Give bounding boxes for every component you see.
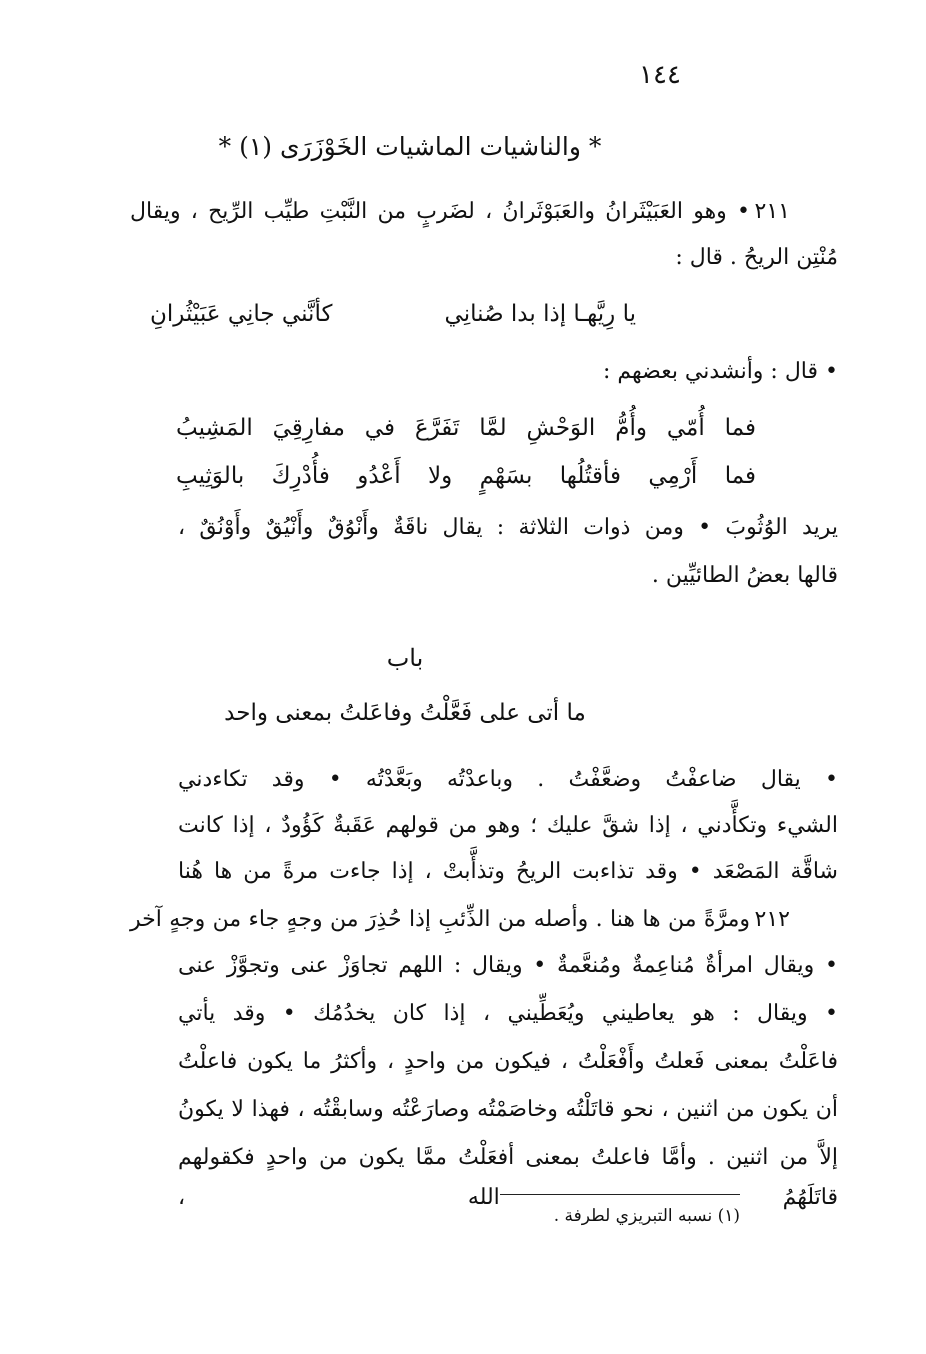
paragraph-212-line-5: أن يكون من اثنين ، نحو قاتَلْتُه وخاصَمْتُه وصارَعْتُه وسابقْتُه ، فهذا لا يكونُ: [178, 1097, 838, 1122]
paragraph-212-line-1: ومرَّةً من ها هنا . وأصله من الذِّئبِ إذا حُذِرَ من وجهٍ جاء من وجهٍ آخر: [130, 907, 750, 932]
verse-1-first-half: يا رِيَّهـا إذا بدا صُنانِي: [444, 301, 636, 327]
section-heading: * والناشيات الماشيات الخَوْزَرَى (١) *: [218, 132, 602, 161]
body-line-1: • يقال ضاعفْتُ وضعَّفْتُ . وباعدْتُه وبَعَّدْتُه • وقد تكاءدني: [178, 767, 838, 792]
chapter-title: باب: [386, 644, 424, 672]
intro-line: • قال : وأنشدني بعضهم :: [602, 359, 838, 384]
body-line-2: الشيء وتكأَّدني ، إذا شقَّ عليك ؛ وهو من قولهم عَقَبةٌ كَؤُودٌ ، إذا كانت: [178, 813, 838, 838]
chapter-subtitle: ما أتى على فَعَّلْتُ وفاعَلتُ بمعنى واحد: [224, 700, 586, 726]
page-number: ١٤٤: [639, 60, 681, 90]
body-line-3: شاقَّة المَصْعَد • وقد تذاءبت الريحُ وتذأَّبتْ ، إذا جاءت مرةً من ها هُنا: [178, 859, 838, 884]
footnote: (١) نسبه التبريزي لطرفة .: [553, 1206, 740, 1226]
footnote-divider: [500, 1194, 740, 1195]
verse-2-line-2: فما أَرْمِي فأقتُلُها بسَهْمٍ ولا أَعْدُو فأُدْرِكَ بالوَثِيبِ: [176, 463, 756, 489]
paragraph-212-line-3: • ويقال : هو يعاطيني ويُعَطِّيني ، إذا كان يخدُمُك • وقد يأتي: [178, 1001, 838, 1026]
paragraph-211-line-1: • وهو العَبَيْثَرانُ والعَبَوْثَرانُ ، لضَربٍ من النَّبْتِ طيِّب الرِّيح ، ويقال: [130, 199, 750, 224]
paragraph-number-211: ٢١١: [754, 199, 790, 224]
paragraph-212-line-2: • ويقال امرأةٌ مُناعِمةٌ ومُنعَّمةٌ • ويقال : اللهم تجاوَزْ عنى وتجوَّزْ عنى: [178, 953, 838, 978]
after-verse-line-1: يريد الوُثُوبَ • ومن ذوات الثلاثة : يقال ناقَةٌ وأَنْوُقٌ وأَنْيُقٌ وأَوْنُقٌ ،: [178, 515, 838, 540]
verse-1-second-half: كأنَّني جانِي عَبَيْثُرانِ: [150, 301, 333, 327]
paragraph-212-line-4: فاعَلْتُ بمعنى فَعلتُ وأَفْعَلْتُ ، فيكون من واحدٍ ، وأكثرُ ما يكون فاعلْتُ: [178, 1049, 838, 1074]
paragraph-number-212: ٢١٢: [754, 907, 790, 932]
after-verse-line-2: قالها بعضُ الطائيِّين .: [651, 563, 838, 588]
paragraph-212-line-6: إلاَّ من اثنين . وأمَّا فاعلتُ بمعنى أفعَلْتُ ممَّا يكون من واحدٍ فكقولهم قاتَلَهُمُ الله ،: [178, 1145, 838, 1210]
verse-2-line-1: فما أُمّي وأُمُّ الوَحْشِ لمَّا تَفَرَّعَ في مفارِقِيَ المَشِيبُ: [176, 415, 756, 441]
paragraph-211-line-2: مُنْتِن الريحُ . قال :: [675, 245, 838, 270]
